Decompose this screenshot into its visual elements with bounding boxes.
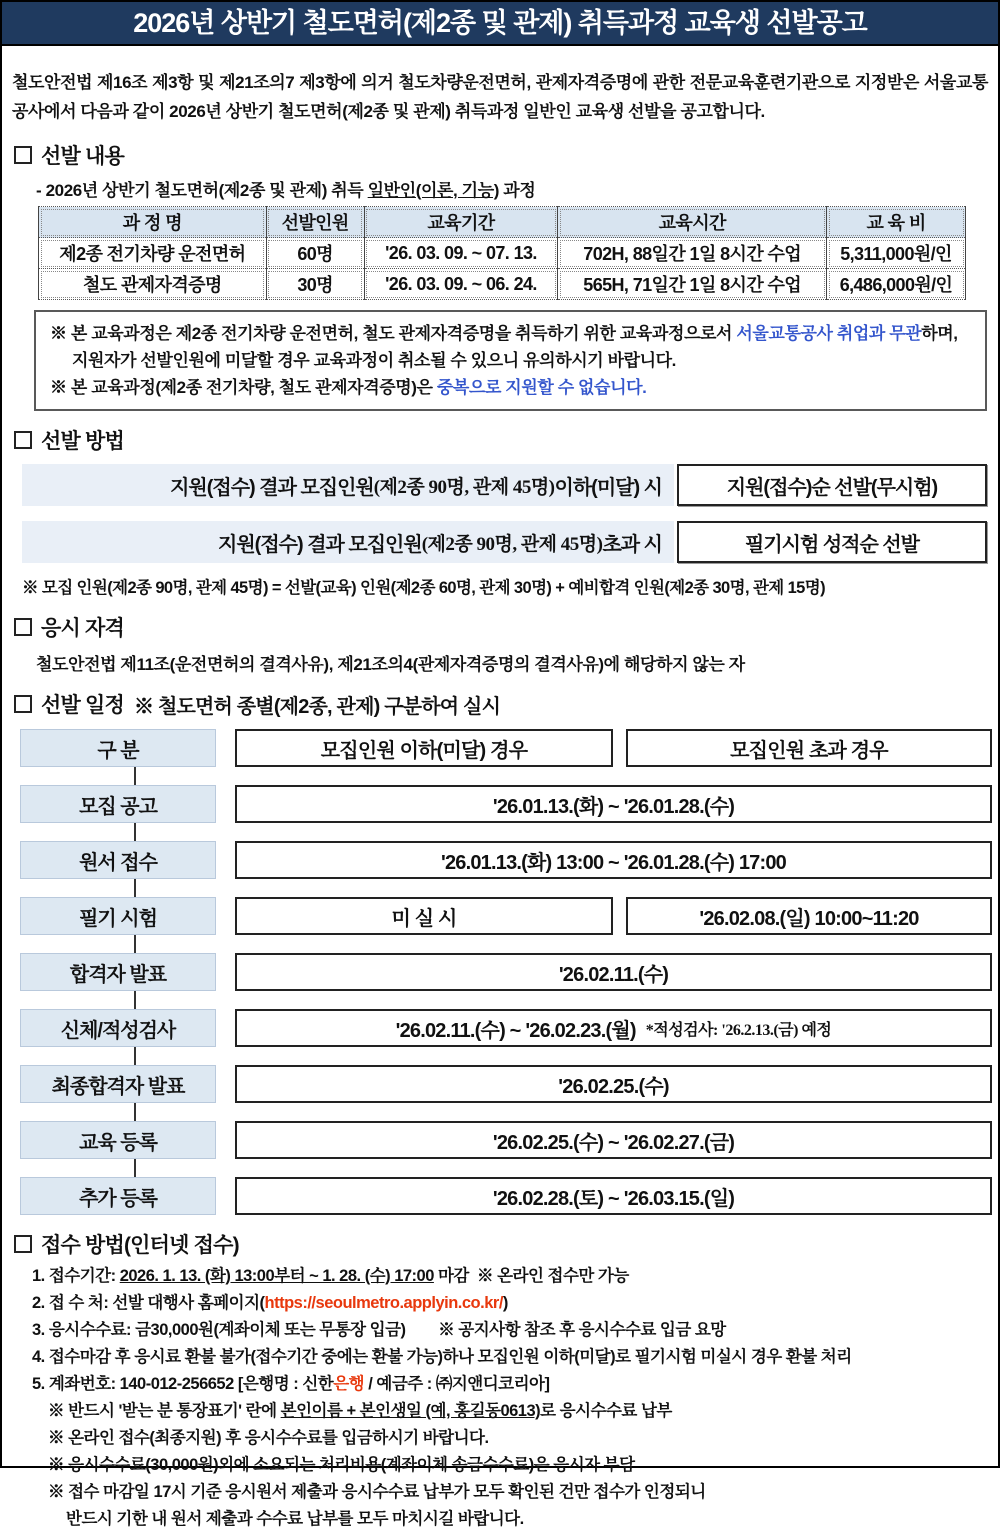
schedule-row-label: 교육 등록 <box>20 1121 216 1159</box>
apply-item-period-prefix: 1. 접수기간: <box>32 1267 120 1285</box>
cell-period: '26. 03. 09. ~ 06. 24. <box>364 269 558 300</box>
cell-fee: 6,486,000원/인 <box>827 269 966 300</box>
cell-quota: 30명 <box>266 269 364 300</box>
cell-hours: 565H, 71일간 1일 8시간 수업 <box>558 269 827 300</box>
caution-1-prefix: ※ 본 교육과정은 제2종 전기차량 운전면허, 철도 관제자격증명을 취득하기 위한 교육과정으로서 <box>50 324 737 343</box>
condition-tail: 초과 시 <box>602 533 662 556</box>
schedule-connector <box>20 1047 992 1065</box>
apply-item-refund: 4. 접수마감 후 응시료 환불 불가(접수기간 중에는 환불 가능)하나 모집인원 이하(미달)로 필기시험 미실시 경우 환불 처리 <box>32 1348 852 1366</box>
section-heading-method-label: 선발 방법 <box>41 430 124 453</box>
schedule-row-value-note: *적성검사: '26.2.13.(금) 예정 <box>645 1021 832 1039</box>
apply-note-deadline-cont: 반드시 기한 내 원서 제출과 수수료 납부를 모두 마치시길 바랍니다. <box>66 1510 524 1528</box>
schedule-row-value-main: '26.02.11.(수) ~ '26.02.23.(월) <box>395 1019 636 1042</box>
schedule-row-label: 최종합격자 발표 <box>20 1065 216 1103</box>
section-heading-apply-label: 접수 방법(인터넷 접수) <box>41 1234 239 1257</box>
schedule-connector <box>20 767 992 785</box>
section-heading-method <box>14 425 998 455</box>
page-title: 2026년 상반기 철도면허(제2종 및 관제) 취득과정 교육생 선발공고 <box>2 2 998 46</box>
schedule-row-written-exam <box>20 897 992 935</box>
caution-line-2 <box>50 374 971 401</box>
method-result: 지원(접수)순 선발(무시험) <box>677 464 987 506</box>
schedule-header-row <box>20 729 992 767</box>
schedule-header-col2: 모집인원 초과 경우 <box>626 729 992 767</box>
schedule-row-label: 합격자 발표 <box>20 953 216 991</box>
square-bullet-icon <box>14 146 32 164</box>
schedule-row-label: 추가 등록 <box>20 1177 216 1215</box>
cell-course-name: 제2종 전기차량 운전면허 <box>39 238 267 269</box>
schedule-row-value: '26.02.25.(수) <box>235 1065 992 1103</box>
apply-item-fee: 3. 응시수수료: 금30,000원(계좌이체 또는 무통장 입금) ※ 공지사항 참조 후 응시수수료 입금 요망 <box>32 1321 726 1339</box>
schedule-row-physical-test <box>20 1009 992 1047</box>
section-heading-eligibility-label: 응시 자격 <box>41 617 124 640</box>
schedule-row-value: '26.01.13.(화) 13:00 ~ '26.01.28.(수) 17:00 <box>235 841 992 879</box>
cell-course-name: 철도 관제자격증명 <box>39 269 267 300</box>
apply-item-period-dates: 2026. 1. 13. (화) 13:00부터 ~ 1. 28. (수) 17:00 <box>119 1267 434 1285</box>
content-subtitle-prefix: - 2026년 상반기 철도면허(제2종 및 관제) 취득 <box>36 181 368 200</box>
square-bullet-icon <box>14 431 32 449</box>
method-note: ※ 모집 인원(제2종 90명, 관제 45명) = 선발(교육) 인원(제2종 60명, 관제 30명) + 예비합격 인원(제2종 30명, 관제 15명) <box>22 579 825 597</box>
apply-item-period-tail: 마감 ※ 온라인 접수만 가능 <box>433 1267 629 1285</box>
schedule-heading-note: ※ 철도면허 종별(제2종, 관제) 구분하여 실시 <box>133 695 501 718</box>
course-col-quota: 선발인원 <box>266 207 364 238</box>
apply-site-url-link[interactable]: https://seoulmetro.applyin.co.kr/ <box>264 1294 503 1312</box>
section-heading-content-label: 선발 내용 <box>41 145 124 168</box>
method-condition <box>22 521 674 563</box>
schedule-connector <box>20 1159 992 1177</box>
course-table-header-row <box>39 207 966 238</box>
apply-item-site <box>32 1292 998 1315</box>
caution-1-suffix: 하며, 지원자가 선발인원에 미달할 경우 교육과정이 취소될 수 있으니 유의하시기 바랍니다. <box>72 324 958 370</box>
course-col-period: 교육기간 <box>364 207 558 238</box>
content-subtitle <box>36 176 998 201</box>
content-subtitle-suffix: 과정 <box>498 181 536 200</box>
section-heading-schedule <box>14 689 998 719</box>
section-heading-eligibility <box>14 612 998 642</box>
apply-item-account <box>32 1373 998 1396</box>
caution-line-1 <box>50 320 971 374</box>
condition-paren: (제2종 90명, 관제 45명) <box>373 476 555 498</box>
schedule-row-value: '26.02.11.(수) <box>235 953 992 991</box>
condition-tail: 이하(미달) 시 <box>554 476 662 499</box>
condition-paren: (제2종 90명, 관제 45명) <box>421 533 603 555</box>
apply-item-site-suffix: ) <box>502 1294 508 1312</box>
schedule-diagram <box>20 729 992 1215</box>
schedule-row-value: '26.02.25.(수) ~ '26.02.27.(금) <box>235 1121 992 1159</box>
apply-note-deposit-format: 본인이름 + 본인생일 (예, 홍길동0613) <box>280 1402 541 1420</box>
schedule-row-label: 원서 접수 <box>20 841 216 879</box>
method-result: 필기시험 성적순 선발 <box>677 521 987 563</box>
apply-item-site-prefix: 2. 접 수 처: 선발 대행사 홈페이지( <box>32 1294 265 1312</box>
schedule-row-value: '26.01.13.(화) ~ '26.01.28.(수) <box>235 785 992 823</box>
schedule-connector <box>20 879 992 897</box>
schedule-row-apply <box>20 841 992 879</box>
schedule-row-label: 신체/적성검사 <box>20 1009 216 1047</box>
schedule-row-announce <box>20 785 992 823</box>
schedule-row-label: 필기 시험 <box>20 897 216 935</box>
section-heading-apply <box>14 1229 998 1259</box>
table-row <box>39 269 966 300</box>
square-bullet-icon <box>14 618 32 636</box>
schedule-connector <box>20 935 992 953</box>
caution-2-highlight: 중복으로 지원할 수 없습니다. <box>436 378 647 397</box>
intro-paragraph: 철도안전법 제16조 제3항 및 제21조의7 제3항에 의거 철도차량운전면허, 관제자격증명에 관한 전문교육훈련기관으로 지정받은 서울교통공사에서 다음과 같이 2026년 상반기 철도면허(제2종 및 관제) 취득과정 일반인 교육생 선발을 공고합니다. <box>12 73 988 121</box>
cell-fee: 5,311,000원/인 <box>827 238 966 269</box>
caution-1-highlight: 서울교통공사 취업과 무관 <box>736 324 922 343</box>
apply-note-deposit-prefix: ※ 반드시 '받는 분 통장표기' 란에 <box>48 1402 281 1420</box>
apply-note-online-first: ※ 온라인 접수(최종지원) 후 응시수수료를 입금하시기 바랍니다. <box>48 1429 489 1447</box>
schedule-row-value: '26.02.28.(토) ~ '26.03.15.(일) <box>235 1177 992 1215</box>
schedule-row-value-col2: '26.02.08.(일) 10:00~11:20 <box>626 897 992 935</box>
schedule-header-col1: 모집인원 이하(미달) 경우 <box>235 729 613 767</box>
apply-item-account-prefix: 5. 계좌번호: 140-012-256652 [은행명 : 신한 <box>32 1375 334 1393</box>
apply-item-period <box>32 1265 998 1288</box>
schedule-connector <box>20 1103 992 1121</box>
section-heading-schedule-label: 선발 일정 <box>41 694 124 717</box>
course-col-hours: 교육시간 <box>558 207 827 238</box>
course-col-fee: 교 육 비 <box>827 207 966 238</box>
cell-period: '26. 03. 09. ~ 07. 13. <box>364 238 558 269</box>
course-col-name: 과 정 명 <box>39 207 267 238</box>
condition-main: 지원(접수) 결과 모집인원 <box>218 533 422 556</box>
schedule-row-registration <box>20 1121 992 1159</box>
cell-quota: 60명 <box>266 238 364 269</box>
eligibility-text: 철도안전법 제11조(운전면허의 결격사유), 제21조의4(관제자격증명의 결격사유)에 해당하지 않는 자 <box>36 655 745 674</box>
schedule-header-label: 구 분 <box>20 729 216 767</box>
caution-box <box>34 310 987 411</box>
course-table <box>38 206 966 300</box>
schedule-row-extra-registration <box>20 1177 992 1215</box>
content-subtitle-underline: 일반인(이론, 기능) <box>367 181 499 200</box>
schedule-connector <box>20 823 992 841</box>
apply-item-account-suffix: / 예금주 : ㈜지앤디코리아] <box>364 1375 550 1393</box>
apply-list <box>2 1265 998 1531</box>
method-row-over <box>22 521 998 563</box>
apply-item-account-bank: 은행 <box>333 1375 365 1393</box>
apply-note-transfer-fee: ※ 응시수수료(30,000원)외에 소요되는 처리비용(계좌이체 송금수수료)은 응시자 부담 <box>48 1456 635 1474</box>
method-condition <box>22 464 674 506</box>
schedule-row-value <box>235 1009 992 1047</box>
method-row-under <box>22 464 998 506</box>
section-heading-content <box>14 140 998 170</box>
schedule-row-label: 모집 공고 <box>20 785 216 823</box>
square-bullet-icon <box>14 1235 32 1253</box>
apply-note-deadline: ※ 접수 마감일 17시 기준 응시원서 제출과 응시수수료 납부가 모두 확인된 건만 접수가 인정되니 <box>48 1483 706 1501</box>
square-bullet-icon <box>14 695 32 713</box>
cell-hours: 702H, 88일간 1일 8시간 수업 <box>558 238 827 269</box>
condition-main: 지원(접수) 결과 모집인원 <box>170 476 374 499</box>
schedule-row-pass-announce <box>20 953 992 991</box>
schedule-row-final-announce <box>20 1065 992 1103</box>
apply-note-deposit-name <box>48 1400 998 1423</box>
schedule-row-value-col1: 미 실 시 <box>235 897 613 935</box>
apply-note-deposit-suffix: 로 응시수수료 납부 <box>540 1402 672 1420</box>
table-row <box>39 238 966 269</box>
caution-2-prefix: ※ 본 교육과정(제2종 전기차량, 철도 관제자격증명)은 <box>50 378 437 397</box>
schedule-connector <box>20 991 992 1009</box>
